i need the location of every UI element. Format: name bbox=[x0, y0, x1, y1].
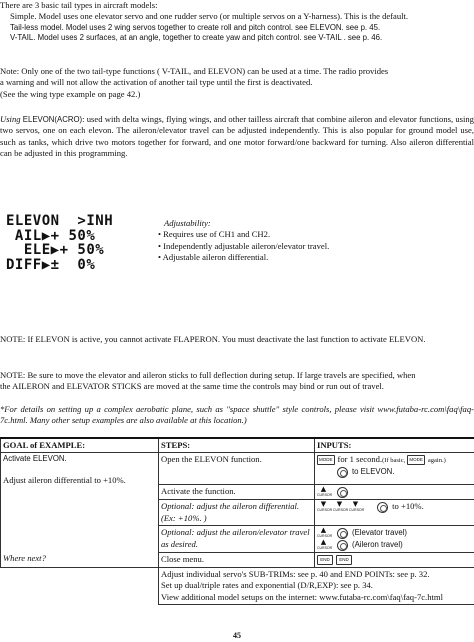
lcd-screen bbox=[6, 214, 124, 276]
end-button-icon: END bbox=[336, 555, 352, 565]
again-text: again.) bbox=[427, 457, 446, 465]
note2-text: NOTE: If ELEVON is active, you cannot activate FLAPERON. You must deactivate the last function to activate ELEVON. bbox=[0, 334, 426, 344]
table-row bbox=[1, 453, 474, 485]
adjustability-title: Adjustability: bbox=[164, 218, 211, 228]
mode-button-icon: MODE bbox=[407, 455, 425, 465]
steps-header: STEPS: bbox=[159, 438, 315, 453]
details-text: *For details on setting up a complex aerobatic plane, such as "space shuttle" style controls, please visit www.futaba-rc.com\faq\faq-7c.html. Many other setup examples are also available at this location.) bbox=[0, 404, 474, 426]
stick-note bbox=[0, 370, 474, 393]
input-cell bbox=[315, 453, 474, 485]
intro-line: There are 3 basic tail types in aircraft models: bbox=[0, 0, 158, 10]
goal-cell bbox=[1, 453, 159, 567]
cursor-down-icon: ▼ CURSOR bbox=[317, 500, 333, 513]
input-cell bbox=[315, 553, 474, 567]
adjustability-item: • Independently adjustable aileron/elevator travel. bbox=[158, 240, 330, 251]
cursor-up-icon: ▲ CURSOR bbox=[317, 485, 333, 498]
lcd-line-3: ELE▶+ 50% bbox=[6, 242, 105, 258]
flaperon-note bbox=[0, 334, 474, 345]
step-activate: Activate the function. bbox=[161, 486, 236, 497]
table-row bbox=[1, 567, 474, 604]
vtail-text: V-TAIL. Model uses 2 surfaces, at an angle, together to create yaw and pitch control. see V-TAIL . see p. 46. bbox=[10, 33, 383, 43]
dial-icon bbox=[337, 540, 348, 551]
note1-line3: (See the wing type example on page 42.) bbox=[0, 88, 141, 99]
tailless-text: Tail-less model. Model uses 2 wing servos together to create roll and pitch control. see ELEVON. see p. 45. bbox=[10, 22, 381, 32]
elevator-travel-label: (Elevator travel) bbox=[352, 528, 408, 538]
dial-icon bbox=[337, 528, 348, 539]
step-adjust-travel: Optional: adjust the aileron/elevator travel as desired. bbox=[161, 527, 310, 549]
mode-button-icon: MODE bbox=[317, 455, 335, 465]
note3-line1: NOTE: Be sure to move the elevator and aileron sticks to full deflection during setup. If large travels are specified, when bbox=[0, 370, 416, 380]
goal-adjust: Adjust aileron differential to +10%. bbox=[3, 474, 126, 485]
note3-line2: the AILERON and ELEVATOR STICKS are moved at the same time the controls may bind or run out of travel. bbox=[0, 381, 384, 392]
page-number: 45 bbox=[233, 631, 241, 640]
lcd-line-4: DIFF▶± 0% bbox=[6, 256, 96, 273]
elevon-description-text: : used with delta wings, flying wings, and other tailless aircraft that combine aileron and elevator functions, using two servos, one on each elevon. The aileron/elevator travel can be adjusted independently. This is also popular for ground model use, such as tanks, which drive two motors together for forward, and one motor forward/one backward for turning. Also aileron differential can be adjusted in this programming. bbox=[0, 114, 474, 159]
elevon-description bbox=[0, 114, 474, 160]
lcd-line-2: AIL▶+ 50% bbox=[6, 227, 96, 244]
tail-type-note bbox=[0, 66, 474, 100]
input-cell bbox=[315, 526, 474, 553]
adjustability-item: • Adjustable aileron differential. bbox=[158, 252, 269, 263]
dial-icon bbox=[337, 487, 348, 498]
simple-tail-text: Simple. Model uses one elevator servo and one rudder servo (or multiple servos on a Y-harness). This is the default. bbox=[10, 11, 409, 22]
next-sub-trim: Adjust individual servo's SUB-TRIMs: see p. 40 and END POINTs: see p. 32. bbox=[161, 568, 430, 579]
goal-activate: Activate ELEVON. bbox=[3, 454, 67, 464]
step-adjust-differential: Optional: adjust the aileron differential. (Ex: +10%. ) bbox=[161, 501, 300, 523]
where-next-cell bbox=[159, 567, 474, 604]
step-cell bbox=[159, 453, 315, 485]
dial-icon bbox=[337, 467, 348, 478]
cursor-up-icon: ▲ CURSOR bbox=[317, 526, 333, 539]
adjustability-item: • Requires use of CH1 and CH2. bbox=[158, 229, 271, 240]
where-next-label: Where next? bbox=[3, 553, 46, 564]
step-cell bbox=[159, 485, 315, 500]
next-dual-rates: Set up dual/triple rates and exponential (D/R,EXP): see p. 34. bbox=[161, 580, 373, 591]
step-close-menu: Close menu. bbox=[161, 554, 204, 565]
cursor-up-icon: ▲ CURSOR bbox=[317, 538, 333, 551]
cursor-down-icon: ▼ CURSOR bbox=[333, 500, 349, 513]
details-paragraph bbox=[0, 404, 474, 427]
using-label: Using bbox=[0, 114, 21, 124]
input-cell bbox=[315, 485, 474, 500]
to-ten-percent: to +10%. bbox=[392, 501, 424, 512]
next-internet: View additional model setups on the internet: www.futaba-rc.com\faq\faq-7c.html bbox=[161, 591, 443, 602]
inputs-header: INPUTS: bbox=[315, 438, 474, 453]
dial-icon bbox=[377, 502, 388, 513]
step-cell bbox=[159, 553, 315, 567]
note1-line2: a warning and will not allow the activation of another tail type until the first is deactivated. bbox=[0, 77, 313, 88]
adjustability-box bbox=[158, 218, 458, 264]
input-cell bbox=[315, 500, 474, 526]
elevon-function-name: ELEVON(ACRO) bbox=[22, 115, 83, 124]
end-button-icon: END bbox=[317, 555, 333, 565]
example-table bbox=[0, 437, 474, 605]
lcd-line-1: ELEVON >INH bbox=[6, 213, 114, 229]
aileron-travel-label: (Aileron travel) bbox=[352, 540, 403, 550]
step-cell bbox=[159, 526, 315, 553]
note1-line1: Note: Only one of the two tail-type functions ( V-TAIL, and ELEVON) can be used at a time. The radio provides bbox=[0, 66, 389, 76]
step-open-elevon: Open the ELEVON function. bbox=[161, 454, 262, 465]
if-basic-text: (If basic, bbox=[382, 457, 406, 465]
for-one-second: for 1 second. bbox=[337, 454, 383, 465]
step-cell bbox=[159, 500, 315, 526]
table-header-row bbox=[1, 438, 474, 453]
intro-section bbox=[0, 0, 474, 44]
cursor-down-icon: ▼ CURSOR bbox=[349, 500, 365, 513]
to-elevon-text: to ELEVON. bbox=[352, 467, 395, 477]
goal-header: GOAL of EXAMPLE: bbox=[1, 438, 159, 453]
